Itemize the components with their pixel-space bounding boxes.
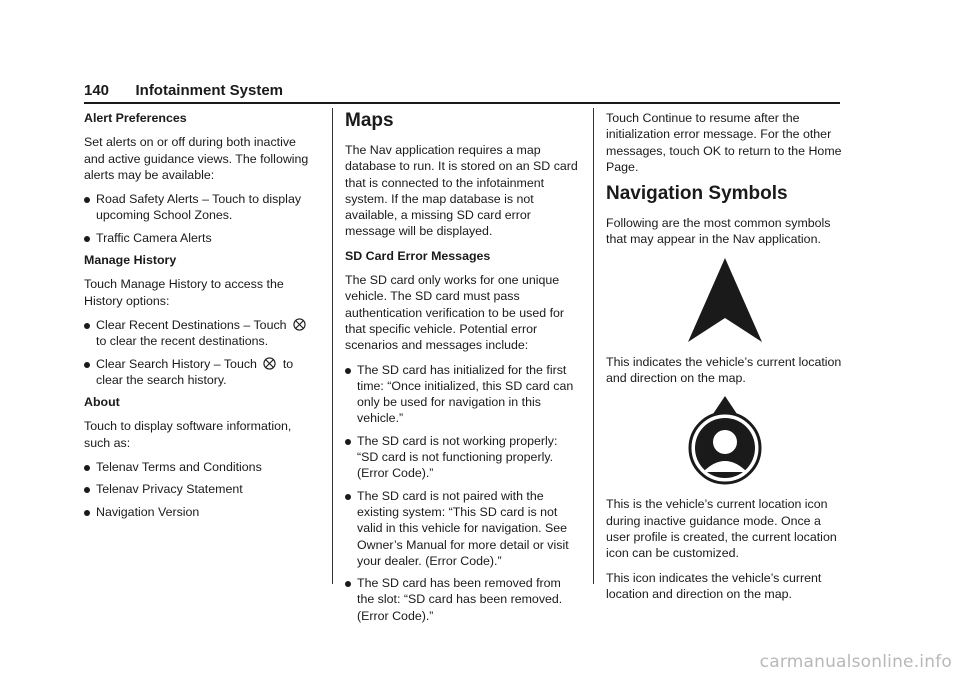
clear-x-icon — [263, 357, 276, 370]
alert-list — [84, 191, 319, 246]
list-item: The SD card has been removed from the slot: “SD card has been removed. (Error Code).” — [345, 575, 581, 624]
profile-caption: This is the vehicle’s current location icon during inactive guidance mode. Once a user profile is created, the current location icon can be customized. — [606, 497, 837, 561]
list-item: The SD card is not working properly: “SD card is not functioning properly. (Error Code).” — [345, 433, 581, 482]
column-2 — [345, 110, 581, 630]
profile-location-icon — [687, 394, 763, 486]
list-item: Clear Search History – Touch to clear the search history. — [84, 356, 319, 389]
history-intro: Touch Manage History to access the History options: — [84, 277, 284, 308]
alert-preferences-heading: Alert Preferences — [84, 111, 187, 125]
nav-symbols-intro: Following are the most common symbols that may appear in the Nav application. — [606, 216, 831, 247]
maps-intro: The Nav application requires a map database to run. It is stored on an SD card that is connected to the infotainment system. If the map database is not available, a missing SD card error message will be displayed. — [345, 143, 578, 239]
list-item: Navigation Version — [84, 504, 319, 520]
about-heading: About — [84, 395, 120, 410]
list-item: Clear Recent Destinations – Touch to clear the recent destinations. — [84, 317, 319, 350]
column-divider — [593, 108, 594, 584]
page-header — [84, 82, 840, 100]
header-rule — [84, 102, 840, 104]
alert-intro: Set alerts on or off during both inactive and active guidance views. The following alerts may be available: — [84, 135, 309, 182]
list-item: Road Safety Alerts – Touch to display upcoming School Zones. — [84, 191, 319, 224]
sd-error-list — [345, 362, 581, 624]
arrow-caption: This indicates the vehicle’s current location and direction on the map. — [606, 354, 842, 386]
column-divider — [332, 108, 333, 584]
list-item: Telenav Terms and Conditions — [84, 459, 319, 475]
list-item: The SD card is not paired with the existing system: “This SD card is not valid in this vehicle for navigation. See Owner’s Manual for more detail or visit your dealer. (Error Code).” — [345, 488, 581, 569]
manage-history-heading: Manage History — [84, 253, 177, 268]
about-list — [84, 459, 319, 520]
column-3 — [606, 110, 844, 610]
continue-text: Touch Continue to resume after the initialization error message. For the other messages, touch OK to return to the Home Page. — [606, 111, 842, 174]
watermark: carmanualsonline.info — [759, 652, 952, 672]
section-title: Infotainment System — [135, 82, 284, 99]
page-number: 140 — [84, 82, 110, 99]
sd-intro: The SD card only works for one unique vehicle. The SD card must pass authentication verification to be used for that specific vehicle. Potential error scenarios and messages include: — [345, 273, 565, 353]
column-1 — [84, 110, 319, 526]
list-item: Traffic Camera Alerts — [84, 230, 319, 246]
about-intro: Touch to display software information, such as: — [84, 419, 292, 450]
navigation-symbols-title: Navigation Symbols — [606, 183, 788, 205]
list-item: The SD card has initialized for the first time: “Once initialized, this SD card can only be used for navigation in this vehicle.” — [345, 362, 581, 427]
list-item: Telenav Privacy Statement — [84, 481, 319, 497]
sd-error-heading: SD Card Error Messages — [345, 248, 491, 263]
profile-caption-2: This icon indicates the vehicle’s current location and direction on the map. — [606, 570, 822, 601]
history-list — [84, 317, 319, 388]
nav-arrow-icon — [685, 256, 765, 344]
maps-title: Maps — [345, 110, 394, 131]
clear-x-icon — [293, 318, 306, 331]
